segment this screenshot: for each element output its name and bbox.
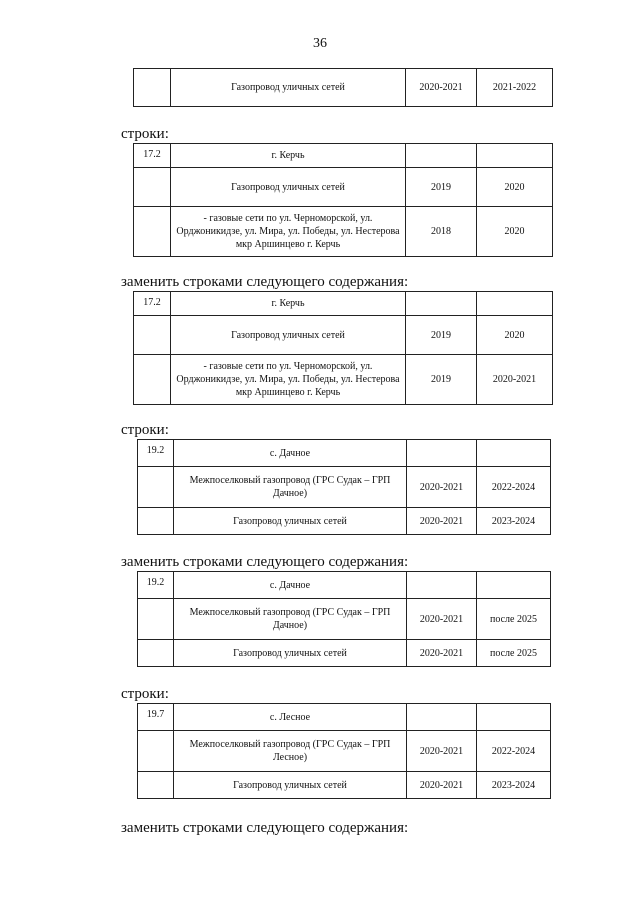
table-row <box>134 355 553 405</box>
table-row <box>138 467 551 508</box>
end-period: 2020-2021 <box>477 355 553 405</box>
row-number <box>138 731 174 772</box>
row-number <box>134 355 171 405</box>
end-period: 2023-2024 <box>477 772 551 799</box>
table-row <box>138 440 551 467</box>
end-period: 2020 <box>477 207 553 257</box>
end-period: 2023-2024 <box>477 508 551 535</box>
end-period <box>477 292 553 316</box>
end-period <box>477 572 551 599</box>
start-period: 2020-2021 <box>406 69 477 107</box>
object-name: Межпоселковый газопровод (ГРС Судак – ГРП Лесное) <box>174 731 407 772</box>
start-period: 2019 <box>406 316 477 355</box>
end-period: 2020 <box>477 316 553 355</box>
object-name: - газовые сети по ул. Черноморской, ул. Орджоникидзе, ул. Мира, ул. Победы, ул. Нестерова мкр Аршинцево г. Керчь <box>171 355 406 405</box>
start-period <box>406 292 477 316</box>
end-period <box>477 144 553 168</box>
row-number <box>134 316 171 355</box>
lead-text: строки: <box>121 422 169 438</box>
object-name: Газопровод уличных сетей <box>171 316 406 355</box>
table-row <box>138 731 551 772</box>
row-number <box>138 467 174 508</box>
object-name: с. Дачное <box>174 572 407 599</box>
table-kerch-new <box>133 291 553 405</box>
table-dachnoe-new <box>137 571 551 667</box>
start-period <box>407 704 477 731</box>
row-number <box>138 508 174 535</box>
lead-text: заменить строками следующего содержания: <box>121 274 409 290</box>
table-row <box>138 704 551 731</box>
table-row <box>138 572 551 599</box>
table-row <box>138 508 551 535</box>
row-number: 17.2 <box>134 292 171 316</box>
end-period: 2020 <box>477 168 553 207</box>
end-period <box>477 440 551 467</box>
start-period: 2020-2021 <box>407 731 477 772</box>
start-period: 2020-2021 <box>407 640 477 667</box>
row-number: 19.2 <box>138 440 174 467</box>
lead-text: строки: <box>121 686 169 702</box>
lead-text: строки: <box>121 126 169 142</box>
table-row <box>134 69 553 107</box>
table-row <box>134 144 553 168</box>
object-name: - газовые сети по ул. Черноморской, ул. Орджоникидзе, ул. Мира, ул. Победы, ул. Нестерова мкр Аршинцево г. Керчь <box>171 207 406 257</box>
object-name: Межпоселковый газопровод (ГРС Судак – ГРП Дачное) <box>174 599 407 640</box>
start-period: 2019 <box>406 355 477 405</box>
start-period <box>407 572 477 599</box>
table-row <box>134 316 553 355</box>
start-period <box>407 440 477 467</box>
end-period: 2022-2024 <box>477 467 551 508</box>
object-name: Газопровод уличных сетей <box>174 508 407 535</box>
page-number: 36 <box>313 36 327 51</box>
start-period: 2019 <box>406 168 477 207</box>
start-period: 2020-2021 <box>407 772 477 799</box>
end-period <box>477 704 551 731</box>
start-period <box>406 144 477 168</box>
row-number: 17.2 <box>134 144 171 168</box>
start-period: 2020-2021 <box>407 467 477 508</box>
start-period: 2020-2021 <box>407 508 477 535</box>
table-row <box>134 292 553 316</box>
object-name: с. Лесное <box>174 704 407 731</box>
table-continuation <box>133 68 553 107</box>
row-number <box>138 599 174 640</box>
object-name: Газопровод уличных сетей <box>174 640 407 667</box>
table-row <box>134 168 553 207</box>
object-name: Межпоселковый газопровод (ГРС Судак – ГРП Дачное) <box>174 467 407 508</box>
end-period: после 2025 <box>477 599 551 640</box>
object-name: Газопровод уличных сетей <box>171 168 406 207</box>
row-number: 19.7 <box>138 704 174 731</box>
row-number <box>138 640 174 667</box>
object-name: с. Дачное <box>174 440 407 467</box>
table-row <box>138 772 551 799</box>
row-number <box>134 207 171 257</box>
row-number <box>138 772 174 799</box>
lead-text: заменить строками следующего содержания: <box>121 820 409 836</box>
end-period: 2021-2022 <box>477 69 553 107</box>
object-name: Газопровод уличных сетей <box>171 69 406 107</box>
table-kerch-old <box>133 143 553 257</box>
object-name: г. Керчь <box>171 144 406 168</box>
start-period: 2020-2021 <box>407 599 477 640</box>
end-period: 2022-2024 <box>477 731 551 772</box>
table-row <box>138 640 551 667</box>
end-period: после 2025 <box>477 640 551 667</box>
object-name: г. Керчь <box>171 292 406 316</box>
start-period: 2018 <box>406 207 477 257</box>
table-row <box>134 207 553 257</box>
object-name: Газопровод уличных сетей <box>174 772 407 799</box>
table-dachnoe-old <box>137 439 551 535</box>
row-number <box>134 69 171 107</box>
row-number: 19.2 <box>138 572 174 599</box>
table-row <box>138 599 551 640</box>
row-number <box>134 168 171 207</box>
table-lesnoe-old <box>137 703 551 799</box>
lead-text: заменить строками следующего содержания: <box>121 554 409 570</box>
